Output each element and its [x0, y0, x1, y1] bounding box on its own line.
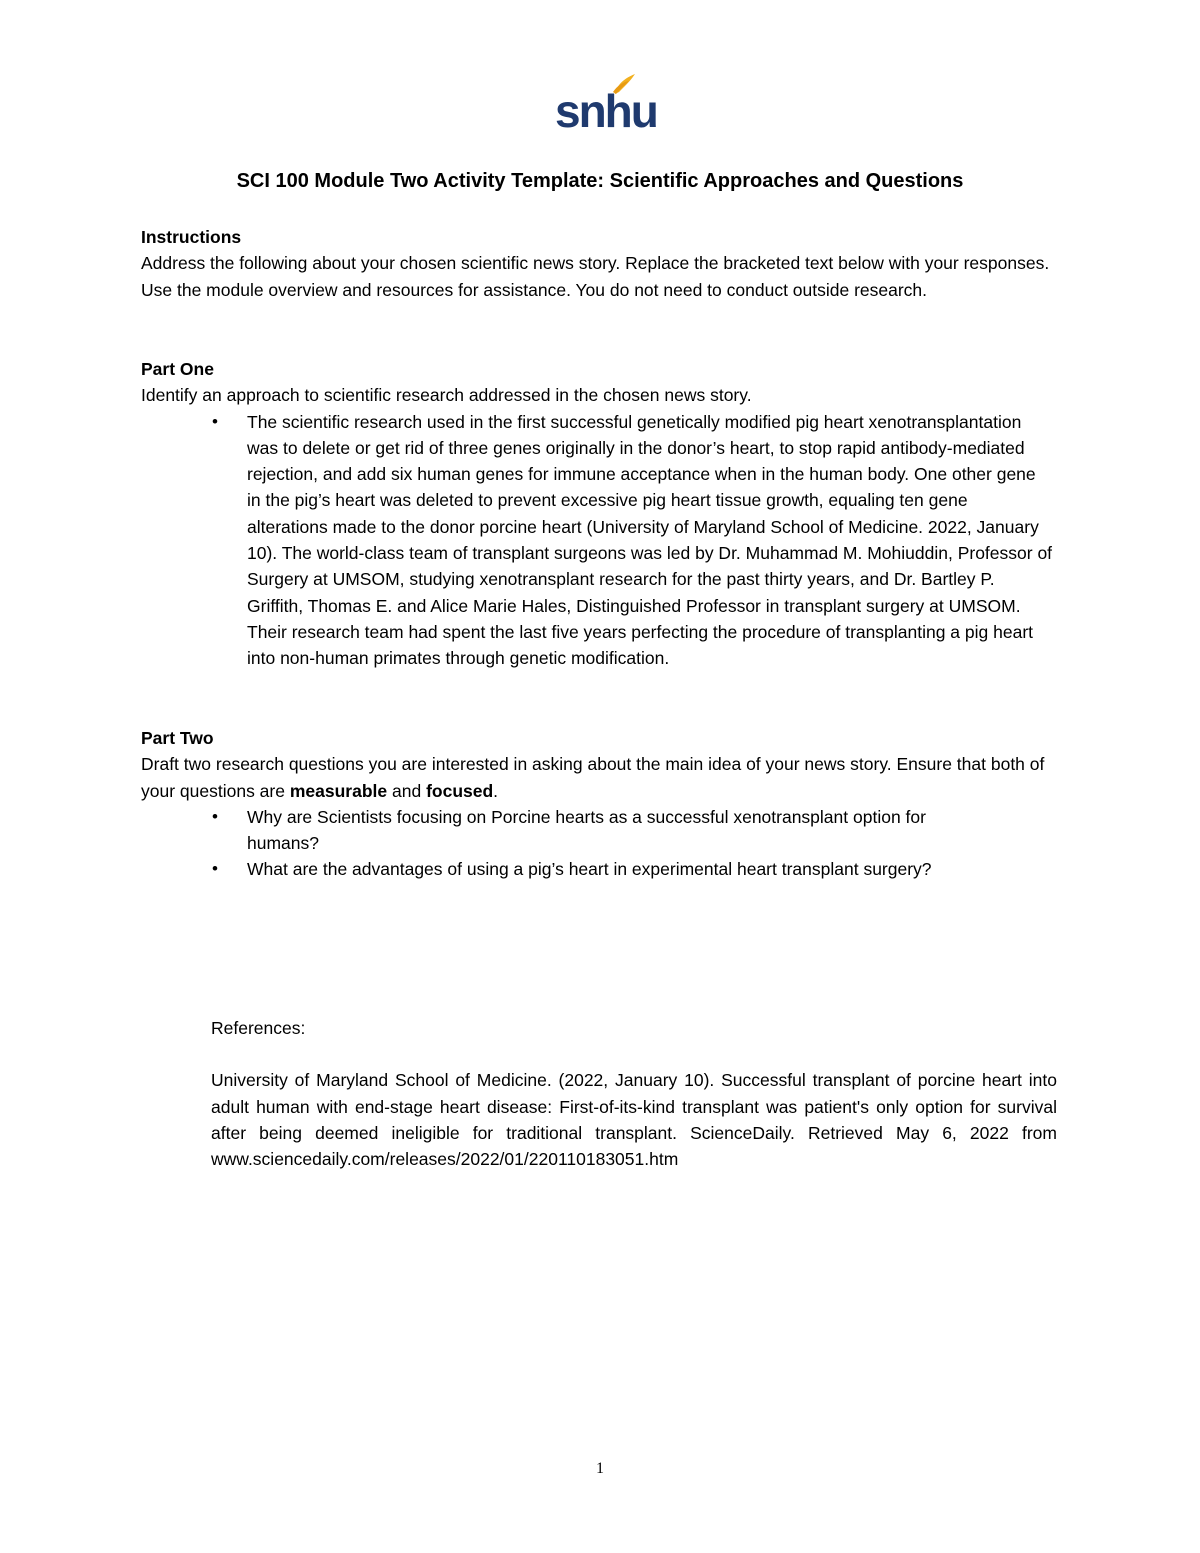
instructions-heading: Instructions	[141, 227, 242, 247]
list-item	[141, 856, 1061, 882]
part-two-section	[141, 725, 1061, 883]
bullet-text: The scientific research used in the first successful genetically modified pig heart xenotransplantation was to delete or get rid of three genes originally in the donor’s heart, to stop rapid antibody-mediated rejection, and add six human genes for immune acceptance when in the human body. One other gene in the pig’s heart was deleted to prevent excessive pig heart tissue growth, equaling ten gene alterations made to the donor porcine heart (University of Maryland School of Medicine. 2022, January 10). The world-class team of transplant surgeons was led by Dr. Muhammad M. Mohiuddin, Professor of Surgery at UMSOM, studying xenotransplant research for the past thirty years, and Dr. Bartley P. Griffith, Thomas E. and Alice Marie Hales, Distinguished Professor in transplant surgery at UMSOM. Their research team had spent the last five years perfecting the procedure of transplanting a pig heart into non-human primates through genetic modification.	[247, 411, 1053, 669]
instructions-text: Address the following about your chosen scientific news story. Replace the bracketed text below with your responses. Use the module overview and resources for assistance. You do not need to conduct outside research.	[141, 253, 1050, 300]
page-title: SCI 100 Module Two Activity Template: Scientific Approaches and Questions	[236, 170, 964, 192]
part-two-bullets	[141, 804, 1061, 883]
bullet-icon: •	[212, 859, 218, 879]
part-two-heading: Part Two	[141, 728, 214, 748]
part-two-prompt	[141, 751, 1061, 804]
bullet-icon: •	[212, 806, 218, 826]
logo-text: snhu	[555, 85, 657, 137]
part-one-heading: Part One	[141, 359, 214, 379]
bullet-icon: •	[212, 411, 218, 431]
references-heading: References:	[211, 1018, 306, 1038]
list-item	[141, 804, 1061, 857]
prompt-text: Draft two research questions you are interested in asking about the main idea of your news story. Ensure that both of your questions are	[141, 754, 1045, 801]
page-number: 1	[596, 1460, 604, 1477]
snhu-logo	[555, 72, 657, 137]
reference-entry: University of Maryland School of Medicine. (2022, January 10). Successful transplant of porcine heart into adult human with end-stage heart disease: First-of-its-kind transplant was patient's only option for survival after being deemed ineligible for traditional transplant. ScienceDaily. Retrieved May 6, 2022 from www.sciencedaily.com/releases/2022/01/220110183051.htm	[211, 1070, 1057, 1170]
instructions-section	[141, 224, 1061, 303]
references-section	[211, 1015, 1057, 1172]
part-one-section	[141, 356, 1061, 672]
bullet-text: Why are Scientists focusing on Porcine hearts as a successful xenotransplant option for humans?	[247, 806, 926, 854]
part-one-prompt: Identify an approach to scientific research addressed in the chosen news story.	[141, 385, 752, 406]
prompt-emphasis-measurable: measurable	[289, 780, 388, 801]
list-item	[141, 409, 1061, 672]
part-one-bullets	[141, 409, 1061, 672]
bullet-text: What are the advantages of using a pig’s heart in experimental heart transplant surgery?	[247, 859, 932, 880]
prompt-emphasis-focused: focused	[426, 780, 494, 801]
prompt-text: .	[493, 780, 499, 801]
prompt-text: and	[387, 780, 427, 801]
